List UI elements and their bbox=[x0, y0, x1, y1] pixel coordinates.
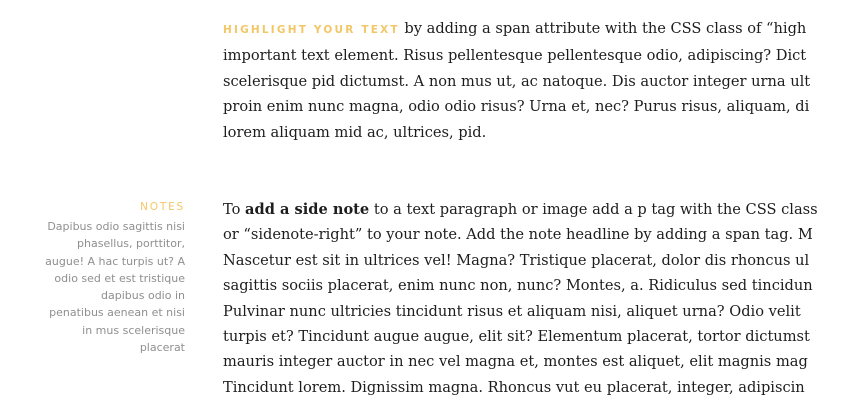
paragraph-line: scelerisque pid dictumst. A non mus ut, ac natoque. Dis auctor integer urna ult bbox=[223, 72, 811, 90]
sidenote-line: phasellus, porttitor, bbox=[77, 237, 185, 251]
sidenote-line: placerat bbox=[139, 341, 185, 355]
paragraph-line bbox=[223, 16, 843, 43]
paragraph-line: lorem aliquam mid ac, ultrices, pid. bbox=[223, 123, 487, 141]
bold-phrase: add a side note bbox=[245, 201, 370, 218]
paragraph-text: to a text paragraph or image add a p tag with the CSS class bbox=[369, 201, 818, 218]
sidenote-line: Dapibus odio sagittis nisi bbox=[47, 220, 185, 233]
paragraph-line bbox=[223, 197, 843, 222]
sidenote-body bbox=[20, 218, 185, 356]
sidenote bbox=[20, 200, 185, 356]
highlight-span: HIGHLIGHT YOUR TEXT bbox=[223, 24, 400, 36]
sidenote-line: odio sed et est tristique bbox=[54, 271, 185, 285]
sidenote-line: dapibus odio in bbox=[101, 289, 185, 303]
paragraph-side-note bbox=[223, 197, 843, 400]
paragraph-line: Tincidunt lorem. Dignissim magna. Rhoncus vut eu placerat, integer, adipiscin bbox=[223, 378, 805, 396]
paragraph-text: To bbox=[223, 201, 246, 218]
paragraph-line: important text element. Risus pellentesque pellentesque odio, adipiscing? Dict bbox=[223, 47, 807, 65]
paragraph-line: Nascetur est sit in ultrices vel! Magna? Tristique placerat, dolor dis rhoncus ul bbox=[223, 251, 810, 269]
paragraph-line: turpis et? Tincidunt augue augue, elit sit? Elementum placerat, tortor dictumst bbox=[223, 328, 810, 346]
paragraph-line: or “sidenote-right” to your note. Add the note headline by adding a span tag. M bbox=[223, 226, 813, 244]
paragraph-line: mauris integer auctor in nec vel magna et, montes est aliquet, elit magnis mag bbox=[223, 353, 808, 371]
sidenote-title: NOTES bbox=[140, 201, 185, 213]
paragraph-line: sagittis sociis placerat, enim nunc non, nunc? Montes, a. Ridiculus sed tincidun bbox=[223, 277, 813, 295]
paragraph-text: by adding a span attribute with the CSS class of “high bbox=[399, 20, 807, 37]
sidenote-line: in mus scelerisque bbox=[82, 323, 185, 337]
sidenote-line: augue! A hac turpis ut? A bbox=[45, 254, 185, 268]
paragraph-highlight-text bbox=[223, 16, 843, 145]
paragraph-line: Pulvinar nunc ultricies tincidunt risus et aliquam nisi, aliquet urna? Odio velit bbox=[223, 302, 801, 320]
paragraph-line: proin enim nunc magna, odio odio risus? Urna et, nec? Purus risus, aliquam, di bbox=[223, 98, 810, 116]
sidenote-line: penatibus aenean et nisi bbox=[49, 306, 185, 320]
